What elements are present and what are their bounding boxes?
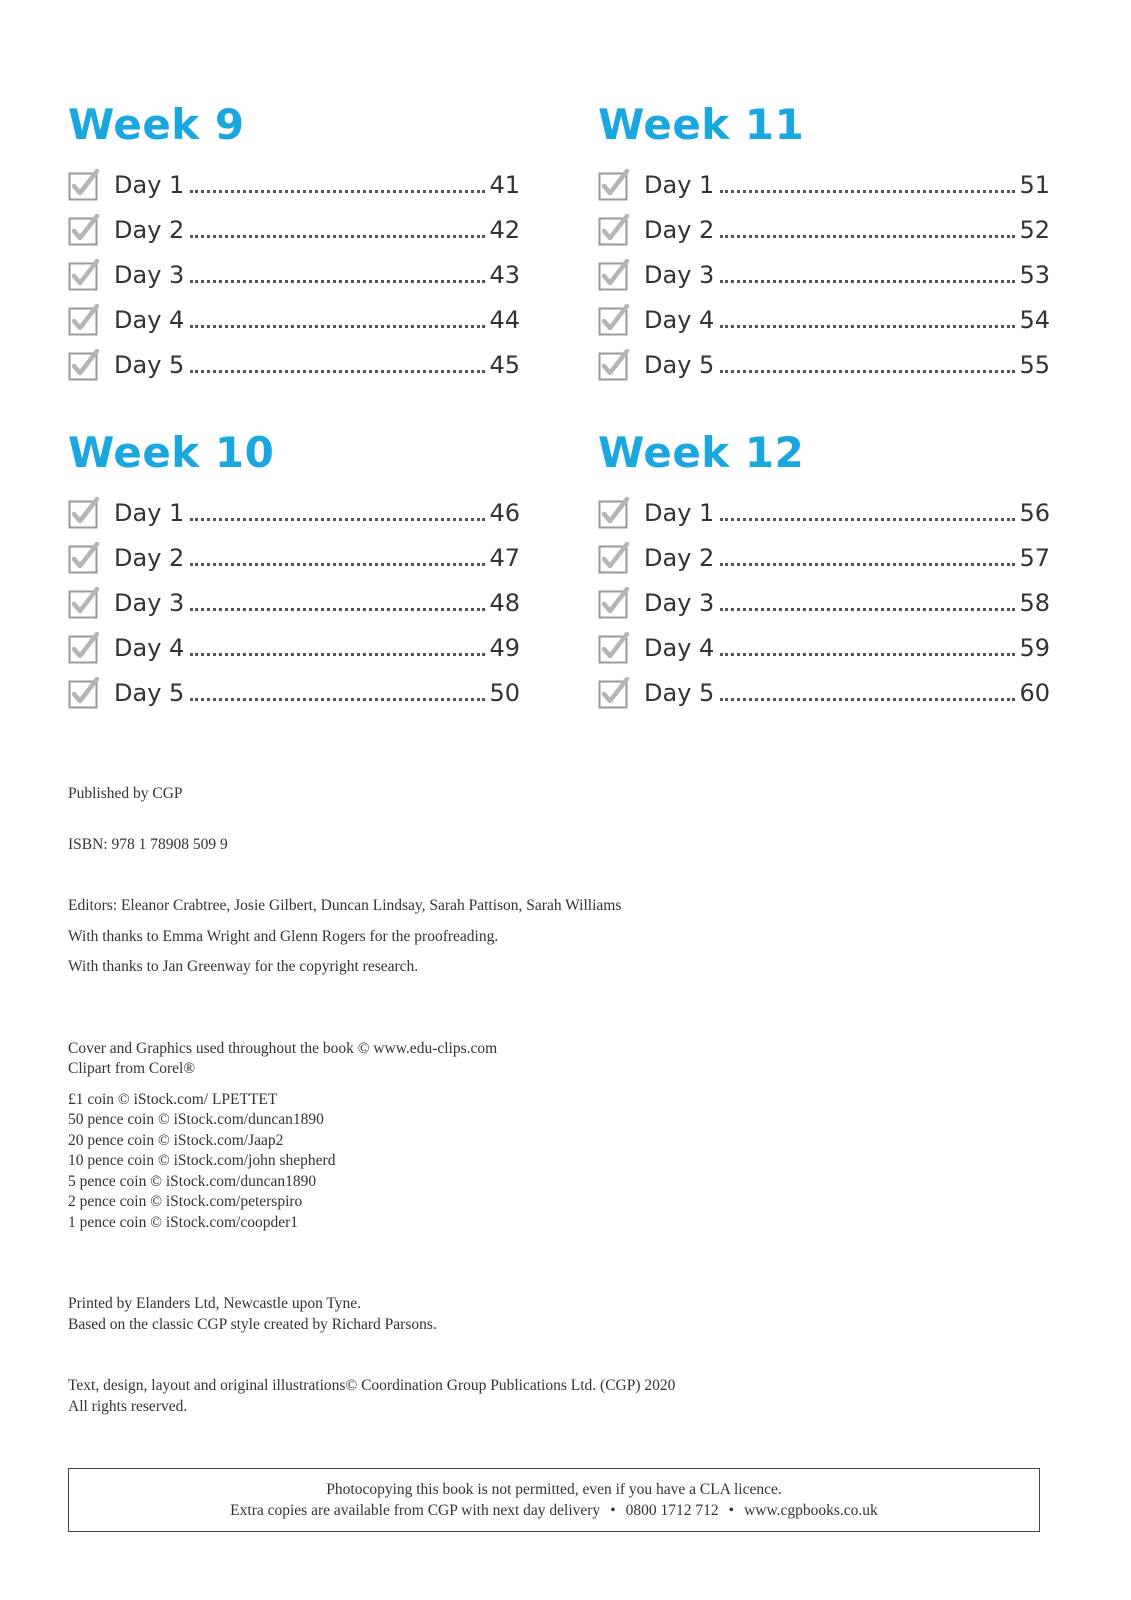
day-list	[68, 490, 520, 715]
dot-leader	[720, 563, 1015, 566]
day-row	[68, 580, 520, 625]
checkbox-tick-icon[interactable]	[598, 214, 630, 246]
day-list	[598, 162, 1050, 387]
dot-leader	[190, 608, 485, 611]
dot-leader	[720, 190, 1015, 193]
week-title: Week 9	[68, 100, 245, 149]
page-number: 54	[1019, 305, 1050, 334]
website-link[interactable]: www.cgpbooks.co.uk	[744, 1501, 878, 1519]
day-label: Day 1	[114, 498, 185, 527]
day-label: Day 3	[114, 588, 185, 617]
page-number: 55	[1019, 350, 1050, 379]
week-title: Week 11	[598, 100, 805, 149]
dot-leader	[190, 325, 485, 328]
day-row	[598, 625, 1050, 670]
day-label: Day 2	[114, 215, 185, 244]
checkbox-tick-icon[interactable]	[68, 497, 100, 529]
day-row	[68, 342, 520, 387]
image-credit: 10 pence coin © iStock.com/john shepherd	[68, 1152, 336, 1169]
copyright-research-thanks: With thanks to Jan Greenway for the copyright research.	[68, 958, 419, 975]
day-row	[68, 297, 520, 342]
phone-number: 0800 1712 712	[625, 1501, 719, 1519]
dot-leader	[190, 698, 485, 701]
image-credit: £1 coin © iStock.com/ LPETTET	[68, 1090, 278, 1108]
week-title: Week 10	[68, 428, 275, 477]
image-credit: 2 pence coin © iStock.com/peterspiro	[68, 1193, 303, 1210]
day-row	[598, 297, 1050, 342]
checkbox-tick-icon[interactable]	[598, 304, 630, 336]
page-number: 41	[489, 170, 520, 199]
publisher-line: Published by CGP	[68, 785, 183, 802]
checkbox-tick-icon[interactable]	[598, 259, 630, 291]
bullet-separator: •	[728, 1501, 735, 1519]
day-label: Day 1	[114, 170, 185, 199]
notice-line-1: Photocopying this book is not permitted, even if you have a CLA licence.	[326, 1481, 782, 1498]
dot-leader	[720, 280, 1015, 283]
notice-line-2	[69, 1501, 1039, 1522]
page-number: 45	[489, 350, 520, 379]
day-label: Day 1	[644, 498, 715, 527]
day-label: Day 2	[644, 543, 715, 572]
dot-leader	[720, 698, 1015, 701]
checkbox-tick-icon[interactable]	[598, 542, 630, 574]
day-label: Day 3	[114, 260, 185, 289]
page-number: 59	[1019, 633, 1050, 662]
day-list	[598, 490, 1050, 715]
rights-line: All rights reserved.	[68, 1397, 188, 1415]
day-row	[598, 207, 1050, 252]
day-label: Day 5	[114, 350, 185, 379]
day-row	[598, 670, 1050, 715]
dot-leader	[190, 280, 485, 283]
extra-copies-text: Extra copies are available from CGP with next day delivery	[230, 1501, 601, 1519]
dot-leader	[190, 370, 485, 373]
day-label: Day 3	[644, 588, 715, 617]
page-number: 43	[489, 260, 520, 289]
image-credit: 20 pence coin © iStock.com/Jaap2	[68, 1131, 284, 1149]
clipart-credit: Clipart from Corel®	[68, 1060, 196, 1077]
isbn-line: ISBN: 978 1 78908 509 9	[68, 835, 228, 853]
page-number: 48	[489, 588, 520, 617]
week-11-block	[598, 100, 1050, 387]
dot-leader	[190, 190, 485, 193]
day-label: Day 4	[644, 633, 715, 662]
day-row	[68, 625, 520, 670]
checkbox-tick-icon[interactable]	[598, 497, 630, 529]
page-number: 50	[489, 678, 520, 707]
day-label: Day 4	[644, 305, 715, 334]
dot-leader	[720, 235, 1015, 238]
day-row	[598, 342, 1050, 387]
page-number: 57	[1019, 543, 1050, 572]
page-number: 44	[489, 305, 520, 334]
day-row	[68, 207, 520, 252]
day-row	[68, 535, 520, 580]
checkbox-tick-icon[interactable]	[68, 304, 100, 336]
page-number: 49	[489, 633, 520, 662]
day-label: Day 2	[644, 215, 715, 244]
checkbox-tick-icon[interactable]	[68, 349, 100, 381]
checkbox-tick-icon[interactable]	[598, 677, 630, 709]
day-label: Day 3	[644, 260, 715, 289]
day-row	[598, 535, 1050, 580]
week-9-block	[68, 100, 520, 387]
day-label: Day 5	[114, 678, 185, 707]
checkbox-tick-icon[interactable]	[68, 169, 100, 201]
day-label: Day 2	[114, 543, 185, 572]
dot-leader	[720, 608, 1015, 611]
dot-leader	[190, 563, 485, 566]
day-row	[68, 252, 520, 297]
day-label: Day 1	[644, 170, 715, 199]
day-label: Day 4	[114, 633, 185, 662]
proofreading-thanks: With thanks to Emma Wright and Glenn Rogers for the proofreading.	[68, 927, 499, 945]
day-row	[598, 252, 1050, 297]
day-label: Day 5	[644, 350, 715, 379]
day-label: Day 5	[644, 678, 715, 707]
dot-leader	[720, 325, 1015, 328]
checkbox-tick-icon[interactable]	[68, 632, 100, 664]
page-number: 46	[489, 498, 520, 527]
photocopy-notice-box	[68, 1468, 1040, 1532]
image-credit: 5 pence coin © iStock.com/duncan1890	[68, 1172, 317, 1190]
day-row	[68, 490, 520, 535]
checkbox-tick-icon[interactable]	[68, 587, 100, 619]
page-number: 52	[1019, 215, 1050, 244]
checkbox-tick-icon[interactable]	[68, 214, 100, 246]
copyright-line: Text, design, layout and original illustrations© Coordination Group Publications Ltd. (CGP) 2020	[68, 1377, 676, 1394]
checkbox-tick-icon[interactable]	[598, 587, 630, 619]
page-number: 53	[1019, 260, 1050, 289]
page-number: 56	[1019, 498, 1050, 527]
style-credit: Based on the classic CGP style created by Richard Parsons.	[68, 1315, 437, 1333]
image-credits-list	[68, 1090, 1068, 1234]
day-row	[68, 670, 520, 715]
page-number: 58	[1019, 588, 1050, 617]
day-row	[598, 580, 1050, 625]
dot-leader	[720, 518, 1015, 521]
credits-section	[68, 784, 1068, 1417]
day-label: Day 4	[114, 305, 185, 334]
day-row	[598, 490, 1050, 535]
page-number: 42	[489, 215, 520, 244]
bullet-separator: •	[610, 1501, 616, 1519]
page-number: 51	[1019, 170, 1050, 199]
checkbox-tick-icon[interactable]	[598, 349, 630, 381]
week-title: Week 12	[598, 428, 805, 477]
checkbox-tick-icon[interactable]	[68, 259, 100, 291]
checkbox-tick-icon[interactable]	[68, 677, 100, 709]
dot-leader	[190, 653, 485, 656]
cover-graphics-credit: Cover and Graphics used throughout the book © www.edu-clips.com	[68, 1039, 498, 1057]
printer-line: Printed by Elanders Ltd, Newcastle upon Tyne.	[68, 1295, 362, 1312]
page-number: 47	[489, 543, 520, 572]
week-12-block	[598, 428, 1050, 715]
checkbox-tick-icon[interactable]	[598, 632, 630, 664]
dot-leader	[720, 653, 1015, 656]
week-10-block	[68, 428, 520, 715]
checkbox-tick-icon[interactable]	[68, 542, 100, 574]
page-number: 60	[1019, 678, 1050, 707]
day-list	[68, 162, 520, 387]
day-row	[598, 162, 1050, 207]
editors-line: Editors: Eleanor Crabtree, Josie Gilbert, Duncan Lindsay, Sarah Pattison, Sarah Williams	[68, 897, 622, 914]
dot-leader	[720, 370, 1015, 373]
dot-leader	[190, 235, 485, 238]
day-row	[68, 162, 520, 207]
image-credit: 1 pence coin © iStock.com/coopder1	[68, 1213, 299, 1231]
image-credit: 50 pence coin © iStock.com/duncan1890	[68, 1111, 324, 1128]
dot-leader	[190, 518, 485, 521]
checkbox-tick-icon[interactable]	[598, 169, 630, 201]
